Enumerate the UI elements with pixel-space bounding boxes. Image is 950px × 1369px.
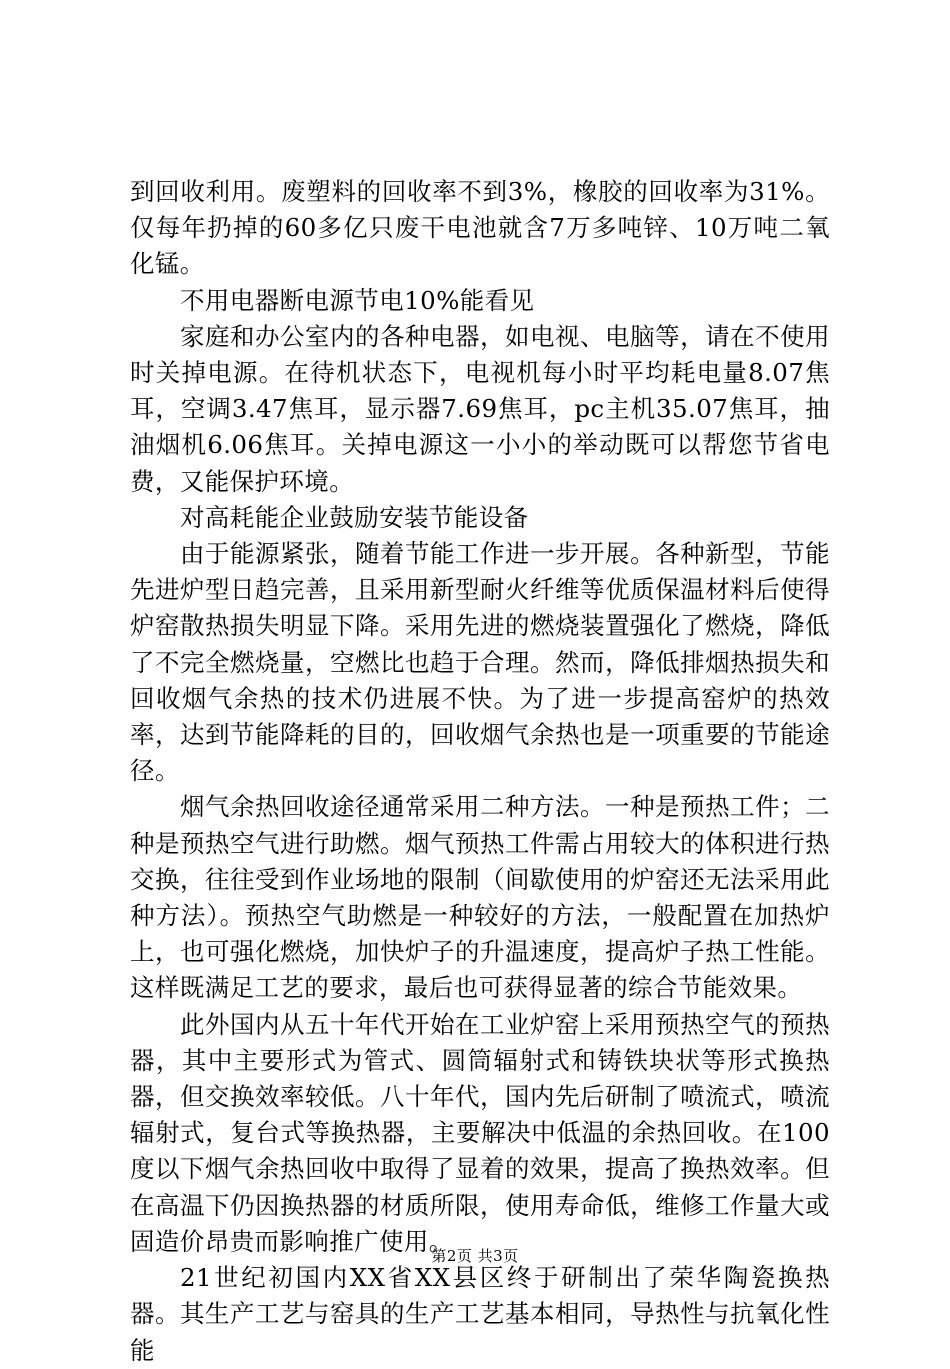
heading-energy-saving-equipment: 对高耗能企业鼓励安装节能设备 — [180, 502, 529, 532]
paragraph-ceramic-exchanger: 21世纪初国内XX省XX县区终于研制出了荣华陶瓷换热器。其生产工艺与窑具的生产工艺基本相同，导热性与抗氧化性能 — [130, 1263, 830, 1365]
heading-standby-power: 不用电器断电源节电10%能看见 — [180, 285, 535, 315]
page-number-footer: 第2页 共3页 — [431, 1247, 519, 1265]
paragraph-1: 到回收利用。废塑料的回收率不到3%，橡胶的回收率为31%。仅每年扔掉的60多亿只废干电池就含7万多吨锌、10万吨二氧化锰。 — [130, 177, 830, 279]
paragraph-standby-power: 家庭和办公室内的各种电器，如电视、电脑等，请在不使用时关掉电源。在待机状态下，电视机每小时平均耗电量8.07焦耳，空调3.47焦耳，显示器7.69焦耳，pc主机35.07焦耳，抽油烟机6.06焦耳。关掉电源这一小小的举动既可以帮您节省电费，又能保护环境。 — [130, 321, 830, 496]
document-body — [130, 174, 830, 1369]
paragraph-energy-shortage: 由于能源紧张，随着节能工作进一步开展。各种新型，节能先进炉型日趋完善，且采用新型耐火纤维等优质保温材料后使得炉窑散热损失明显下降。采用先进的燃烧装置强化了燃烧，降低了不完全燃烧量，空燃比也趋于合理。然而，降低排烟热损失和回收烟气余热的技术仍进展不快。为了进一步提高窑炉的热效率，达到节能降耗的目的，回收烟气余热也是一项重要的节能途径。 — [130, 539, 830, 786]
paragraph-domestic-history: 此外国内从五十年代开始在工业炉窑上采用预热空气的预热器，其中主要形式为管式、圆筒辐射式和铸铁块状等形式换热器，但交换效率较低。八十年代，国内先后研制了喷流式，喷流辐射式，复台式等换热器，主要解决中低温的余热回收。在100度以下烟气余热回收中取得了显着的效果，提高了换热效率。但在高温下仍因换热器的材质所限，使用寿命低，维修工作量大或固造价昂贵而影响推广使用。 — [130, 1009, 830, 1256]
paragraph-heat-recovery-methods: 烟气余热回收途径通常采用二种方法。一种是预热工件；二种是预热空气进行助燃。烟气预热工件需占用较大的体积进行热交换，往往受到作业场地的限制（间歇使用的炉窑还无法采用此种方法）。预热空气助燃是一种较好的方法，一般配置在加热炉上，也可强化燃烧，加快炉子的升温速度，提高炉子热工性能。这样既满足工艺的要求，最后也可获得显著的综合节能效果。 — [130, 792, 830, 1003]
